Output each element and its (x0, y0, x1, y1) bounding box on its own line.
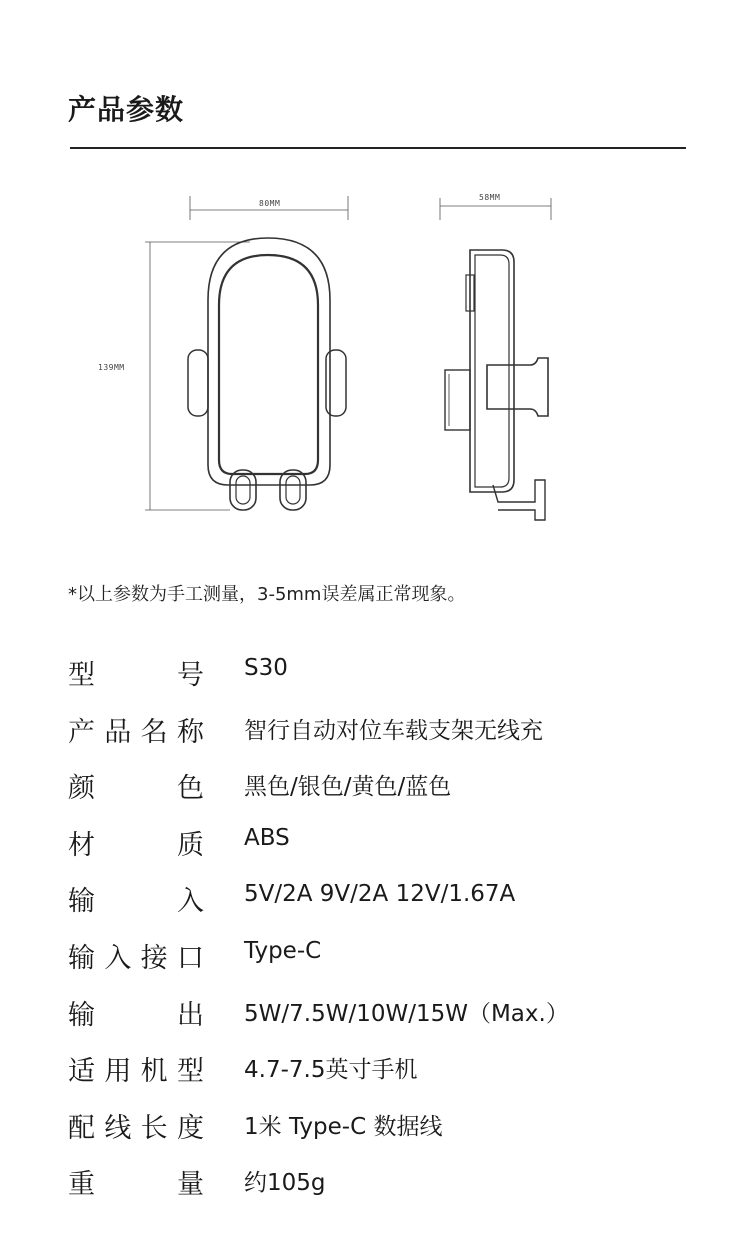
spec-value: S30 (244, 655, 288, 681)
spec-value: 4.7-7.5英寸手机 (244, 1057, 418, 1084)
spec-label: 适 用 机 型 (68, 1056, 204, 1088)
spec-label: 重 量 (68, 1169, 204, 1201)
spec-row (68, 869, 688, 926)
spec-label: 材 质 (68, 829, 204, 861)
side-width-label: 58MM (479, 193, 501, 202)
title-divider (70, 147, 686, 149)
spec-label: 配 线 长 度 (68, 1112, 204, 1144)
product-dimension-diagram (0, 180, 750, 540)
spec-table (68, 643, 688, 1209)
spec-value: ABS (244, 824, 290, 851)
spec-row (68, 983, 688, 1040)
height-label: 139MM (98, 363, 125, 372)
spec-row (68, 926, 688, 983)
spec-row (68, 1096, 688, 1153)
spec-row (68, 813, 688, 870)
spec-row (68, 756, 688, 813)
spec-label: 颜 色 (68, 773, 204, 805)
front-width-label: 80MM (259, 199, 281, 208)
spec-label: 输 入 (68, 886, 204, 918)
spec-row (68, 643, 688, 700)
spec-label: 产 品 名 称 (68, 716, 204, 748)
spec-label: 输 入 接 口 (68, 942, 204, 974)
measurement-note: *以上参数为手工测量，3-5mm误差属正常现象。 (68, 584, 466, 605)
spec-row (68, 1152, 688, 1209)
dimension-drawing (0, 180, 750, 540)
spec-value: Type-C (244, 937, 322, 964)
spec-value: 约105g (244, 1170, 326, 1197)
page-title: 产品参数 (68, 93, 185, 126)
spec-value: 5W/7.5W/10W/15W（Max.） (244, 1000, 569, 1027)
spec-value: 黑色/银色/黄色/蓝色 (244, 774, 452, 801)
spec-value: 智行自动对位车载支架无线充 (244, 717, 543, 744)
spec-value: 1米 Type-C 数据线 (244, 1113, 443, 1140)
spec-label: 输 出 (68, 999, 204, 1031)
spec-row (68, 700, 688, 757)
spec-row (68, 1039, 688, 1096)
spec-label: 型 号 (68, 660, 204, 691)
spec-value: 5V/2A 9V/2A 12V/1.67A (244, 881, 516, 908)
